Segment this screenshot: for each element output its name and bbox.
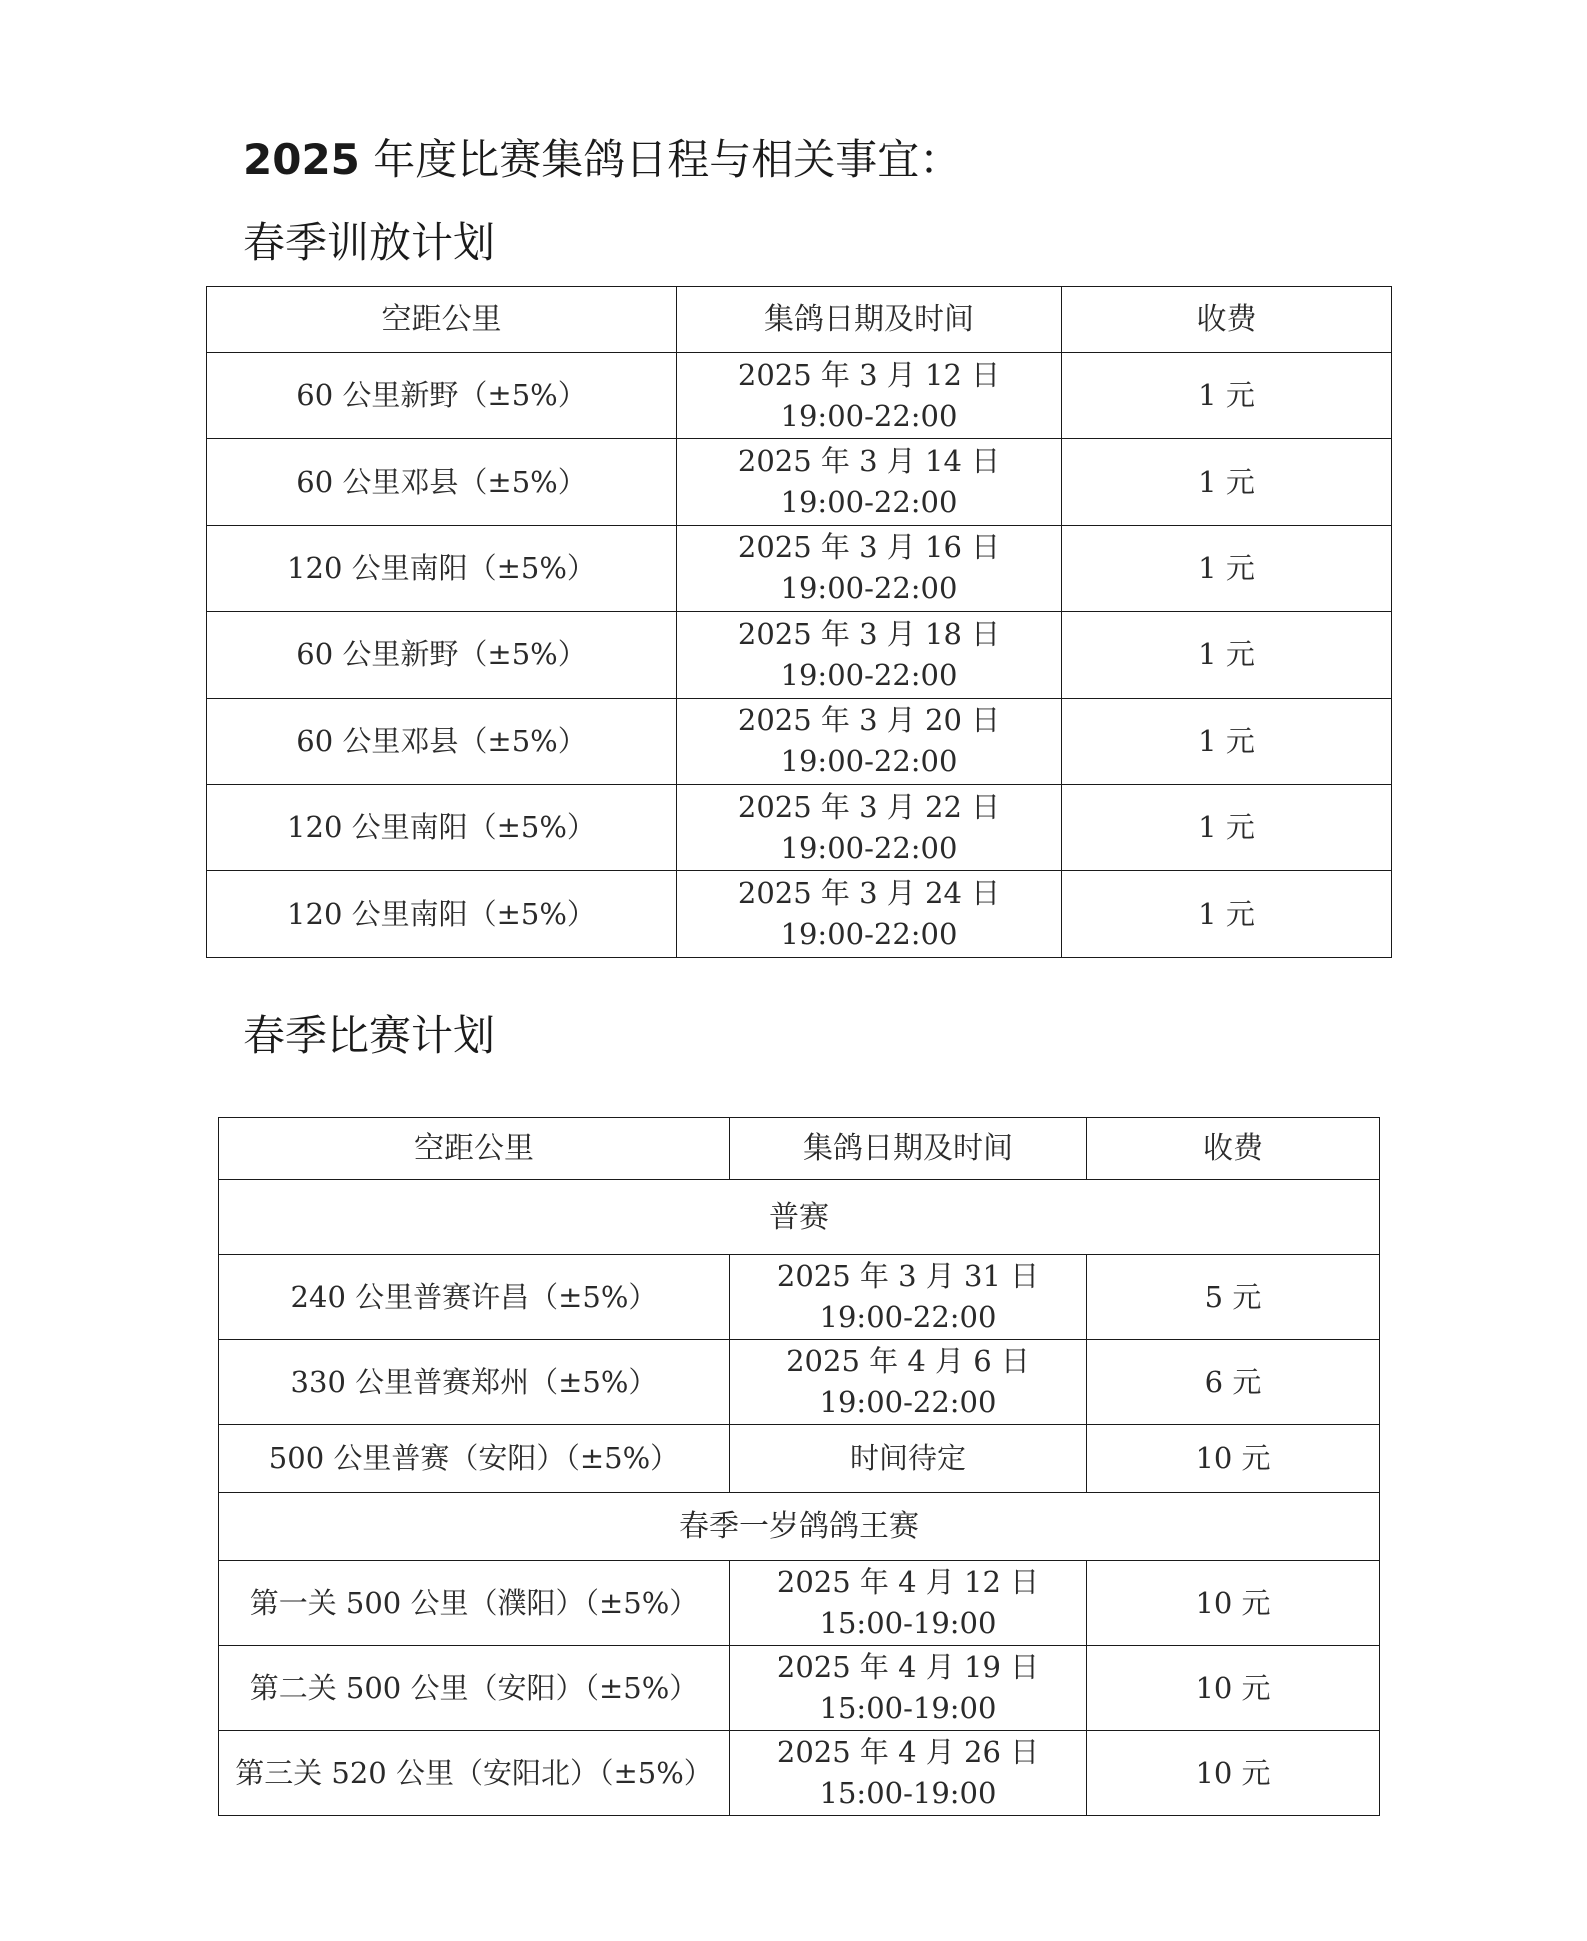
header-fee: 收费	[1087, 1118, 1380, 1180]
table-row	[219, 1425, 1380, 1493]
time-text: 19:00-22:00	[780, 917, 958, 952]
group-label: 春季一岁鸽鸽王赛	[219, 1493, 1380, 1561]
time-text: 19:00-22:00	[780, 744, 958, 779]
group-row-yearling-champion-race	[219, 1493, 1380, 1561]
datetime-cell	[730, 1731, 1087, 1816]
distance-cell: 第一关 500 公里（濮阳）（±5%）	[219, 1561, 730, 1646]
fee-cell: 1 元	[1062, 698, 1392, 784]
date-text: 2025 年 3 月 14 日	[737, 444, 1001, 479]
time-text: 15:00-19:00	[819, 1606, 997, 1640]
header-collection-time: 集鸽日期及时间	[730, 1118, 1087, 1180]
table-header-row	[219, 1118, 1380, 1180]
table-row	[207, 784, 1392, 870]
datetime-cell	[730, 1340, 1087, 1425]
race-plan-heading: 春季比赛计划	[243, 1011, 496, 1060]
fee-cell: 1 元	[1062, 612, 1392, 698]
distance-cell: 60 公里邓县（±5%）	[207, 698, 677, 784]
title-year: 2025	[243, 135, 360, 184]
date-text: 2025 年 4 月 26 日	[776, 1735, 1040, 1769]
datetime-cell	[677, 698, 1062, 784]
fee-cell: 1 元	[1062, 353, 1392, 439]
datetime-cell	[677, 784, 1062, 870]
date-text: 2025 年 3 月 31 日	[776, 1259, 1040, 1293]
header-fee: 收费	[1062, 287, 1392, 353]
fee-cell: 1 元	[1062, 784, 1392, 870]
time-text: 19:00-22:00	[819, 1385, 997, 1419]
datetime-cell	[677, 439, 1062, 525]
fee-cell: 5 元	[1087, 1255, 1380, 1340]
datetime-cell	[677, 871, 1062, 957]
date-text: 2025 年 4 月 6 日	[786, 1344, 1030, 1378]
date-text: 2025 年 4 月 19 日	[776, 1650, 1040, 1684]
date-text: 2025 年 3 月 18 日	[737, 616, 1001, 651]
fee-cell: 10 元	[1087, 1731, 1380, 1816]
race-schedule-table	[218, 1117, 1380, 1816]
datetime-cell	[730, 1646, 1087, 1731]
table-row	[219, 1646, 1380, 1731]
datetime-cell	[730, 1561, 1087, 1646]
date-text: 2025 年 4 月 12 日	[776, 1565, 1040, 1599]
distance-cell: 第二关 500 公里（安阳）（±5%）	[219, 1646, 730, 1731]
time-text: 19:00-22:00	[780, 830, 958, 865]
date-text: 2025 年 3 月 16 日	[737, 530, 1001, 565]
table-row	[207, 439, 1392, 525]
header-distance: 空距公里	[207, 287, 677, 353]
fee-cell: 10 元	[1087, 1646, 1380, 1731]
table-row	[207, 353, 1392, 439]
table-row	[219, 1561, 1380, 1646]
time-text: 19:00-22:00	[780, 485, 958, 520]
header-distance: 空距公里	[219, 1118, 730, 1180]
fee-cell: 10 元	[1087, 1561, 1380, 1646]
table-row	[207, 612, 1392, 698]
table-row	[207, 525, 1392, 611]
time-text: 19:00-22:00	[780, 571, 958, 606]
distance-cell: 240 公里普赛许昌（±5%）	[219, 1255, 730, 1340]
group-label: 普赛	[219, 1180, 1380, 1255]
table-row	[207, 698, 1392, 784]
time-text: 19:00-22:00	[780, 657, 958, 692]
datetime-cell: 时间待定	[730, 1425, 1087, 1493]
table-row	[207, 871, 1392, 957]
page-title	[243, 132, 961, 188]
fee-cell: 1 元	[1062, 871, 1392, 957]
fee-cell: 1 元	[1062, 525, 1392, 611]
datetime-cell	[677, 612, 1062, 698]
time-text: 15:00-19:00	[819, 1776, 997, 1810]
distance-cell: 60 公里新野（±5%）	[207, 353, 677, 439]
distance-cell: 120 公里南阳（±5%）	[207, 525, 677, 611]
date-text: 2025 年 3 月 12 日	[737, 357, 1001, 392]
date-text: 2025 年 3 月 20 日	[737, 703, 1001, 738]
fee-cell: 10 元	[1087, 1425, 1380, 1493]
distance-cell: 120 公里南阳（±5%）	[207, 871, 677, 957]
header-collection-time: 集鸽日期及时间	[677, 287, 1062, 353]
datetime-cell	[677, 353, 1062, 439]
time-text: 19:00-22:00	[780, 398, 958, 433]
distance-cell: 500 公里普赛（安阳）（±5%）	[219, 1425, 730, 1493]
title-text: 年度比赛集鸽日程与相关事宜：	[359, 135, 962, 184]
fee-cell: 1 元	[1062, 439, 1392, 525]
table-row	[219, 1340, 1380, 1425]
distance-cell: 60 公里新野（±5%）	[207, 612, 677, 698]
distance-cell: 60 公里邓县（±5%）	[207, 439, 677, 525]
table-header-row	[207, 287, 1392, 353]
table-row	[219, 1731, 1380, 1816]
training-plan-heading: 春季训放计划	[243, 218, 496, 267]
time-text: 19:00-22:00	[819, 1300, 997, 1334]
table-row	[219, 1255, 1380, 1340]
distance-cell: 第三关 520 公里（安阳北）（±5%）	[219, 1731, 730, 1816]
datetime-cell	[677, 525, 1062, 611]
date-text: 2025 年 3 月 24 日	[737, 876, 1001, 911]
group-row-general-race	[219, 1180, 1380, 1255]
distance-cell: 330 公里普赛郑州（±5%）	[219, 1340, 730, 1425]
datetime-cell	[730, 1255, 1087, 1340]
time-text: 15:00-19:00	[819, 1691, 997, 1725]
fee-cell: 6 元	[1087, 1340, 1380, 1425]
training-schedule-table	[206, 286, 1392, 958]
distance-cell: 120 公里南阳（±5%）	[207, 784, 677, 870]
date-text: 2025 年 3 月 22 日	[737, 789, 1001, 824]
